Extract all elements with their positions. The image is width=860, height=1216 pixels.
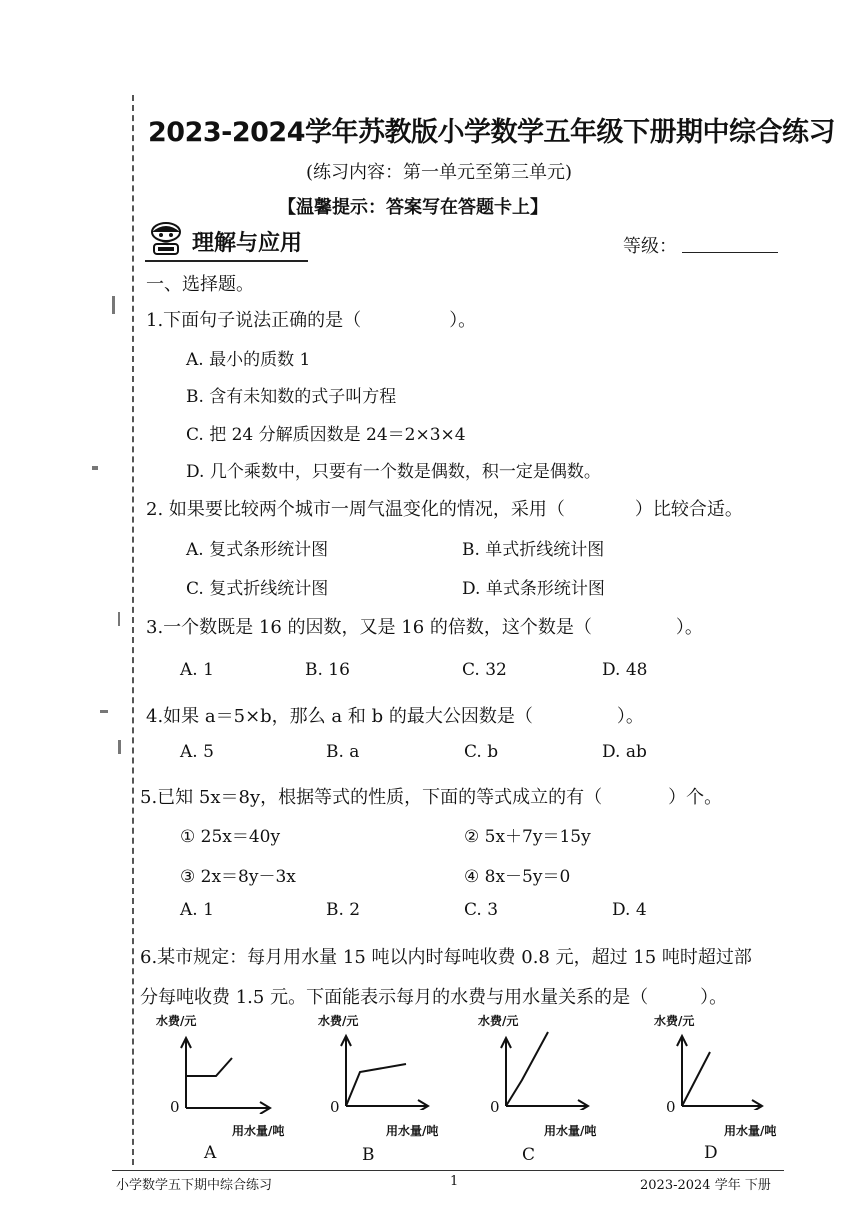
graph-d-plot — [672, 1030, 772, 1110]
question-2-option-b: B. 单式折线统计图 — [462, 540, 605, 560]
question-5-option-a: A. 1 — [180, 900, 214, 920]
grade-label: 等级： — [623, 236, 677, 257]
question-3-option-b: B. 16 — [305, 660, 350, 680]
scan-mark — [100, 710, 108, 713]
question-3-option-d: D. 48 — [602, 660, 648, 680]
graph-d-origin: 0 — [666, 1098, 676, 1116]
question-5-equation-2: ② 5x＋7y＝15y — [464, 827, 591, 847]
question-5-option-b: B. 2 — [326, 900, 361, 920]
question-1-option-b: B. 含有未知数的式子叫方程 — [186, 387, 397, 407]
graph-b-xlabel: 用水量/吨 — [386, 1124, 439, 1138]
footer-rule — [112, 1170, 784, 1171]
graph-a-letter: A — [204, 1143, 217, 1163]
question-1-option-d: D. 几个乘数中，只要有一个数是偶数，积一定是偶数。 — [186, 462, 601, 482]
question-1-option-a: A. 最小的质数 1 — [186, 350, 311, 370]
question-5-option-d: D. 4 — [612, 900, 647, 920]
graph-c-letter: C — [522, 1145, 536, 1165]
question-5-stem: 5.已知 5x＝8y，根据等式的性质，下面的等式成立的有（ ）个。 — [140, 787, 723, 808]
part-heading: 一、选择题。 — [146, 274, 254, 295]
graph-c-plot — [496, 1030, 596, 1110]
section-title: 理解与应用 — [192, 231, 303, 256]
scan-mark — [92, 466, 98, 470]
graph-b-plot — [336, 1030, 436, 1110]
page-title: 2023-2024学年苏教版小学数学五年级下册期中综合练习 — [148, 117, 835, 148]
graph-d-ylabel: 水费/元 — [654, 1014, 695, 1028]
scan-mark — [118, 612, 120, 626]
question-2-option-a: A. 复式条形统计图 — [186, 540, 329, 560]
footer-page-number: 1 — [450, 1174, 459, 1189]
page-subtitle: (练习内容：第一单元至第三单元) — [306, 162, 573, 183]
question-4-option-b: B. a — [326, 742, 360, 762]
question-1-stem: 1.下面句子说法正确的是（ ）。 — [146, 310, 477, 331]
question-5-option-c: C. 3 — [464, 900, 499, 920]
student-mascot-icon — [144, 218, 188, 258]
scan-mark — [112, 296, 115, 314]
graph-a-ylabel: 水费/元 — [156, 1014, 197, 1028]
question-2-stem: 2. 如果要比较两个城市一周气温变化的情况，采用（ ）比较合适。 — [146, 499, 743, 520]
graph-c-origin: 0 — [490, 1098, 500, 1116]
question-4-stem: 4.如果 a＝5×b，那么 a 和 b 的最大公因数是（ ）。 — [146, 706, 644, 727]
graph-a-xlabel: 用水量/吨 — [232, 1124, 285, 1138]
question-2-option-d: D. 单式条形统计图 — [462, 579, 605, 599]
question-4-option-a: A. 5 — [180, 742, 214, 762]
binding-margin-line — [132, 95, 134, 1165]
question-4-option-c: C. b — [464, 742, 499, 762]
question-3-option-a: A. 1 — [180, 660, 214, 680]
question-6-line-1: 6.某市规定：每月用水量 15 吨以内时每吨收费 0.8 元，超过 15 吨时超过部 — [140, 947, 752, 968]
question-2-option-c: C. 复式折线统计图 — [186, 579, 329, 599]
graph-c-ylabel: 水费/元 — [478, 1014, 519, 1028]
question-5-equation-4: ④ 8x－5y＝0 — [464, 867, 571, 887]
graph-b-origin: 0 — [330, 1098, 340, 1116]
graph-a-origin: 0 — [170, 1098, 180, 1116]
footer-left: 小学数学五下期中综合练习 — [116, 1178, 273, 1193]
question-5-equation-3: ③ 2x＝8y－3x — [180, 867, 296, 887]
scan-mark — [118, 740, 121, 754]
question-3-option-c: C. 32 — [462, 660, 507, 680]
warm-tip: 【温馨提示：答案写在答题卡上】 — [278, 197, 548, 218]
graph-b-ylabel: 水费/元 — [318, 1014, 359, 1028]
question-5-equation-1: ① 25x＝40y — [180, 827, 281, 847]
graph-b-letter: B — [362, 1145, 375, 1165]
section-underline — [145, 260, 308, 262]
grade-blank-line — [682, 252, 778, 253]
graph-d-letter: D — [704, 1143, 718, 1163]
question-6-line-2: 分每吨收费 1.5 元。下面能表示每月的水费与用水量关系的是（ ）。 — [140, 987, 728, 1008]
question-3-stem: 3.一个数既是 16 的因数，又是 16 的倍数，这个数是（ ）。 — [146, 617, 703, 638]
graph-c-xlabel: 用水量/吨 — [544, 1124, 597, 1138]
graph-d-xlabel: 用水量/吨 — [724, 1124, 777, 1138]
graph-a-plot — [176, 1034, 276, 1114]
question-1-option-c: C. 把 24 分解质因数是 24＝2×3×4 — [186, 425, 466, 445]
footer-right: 2023-2024 学年 下册 — [640, 1178, 771, 1193]
question-4-option-d: D. ab — [602, 742, 647, 762]
